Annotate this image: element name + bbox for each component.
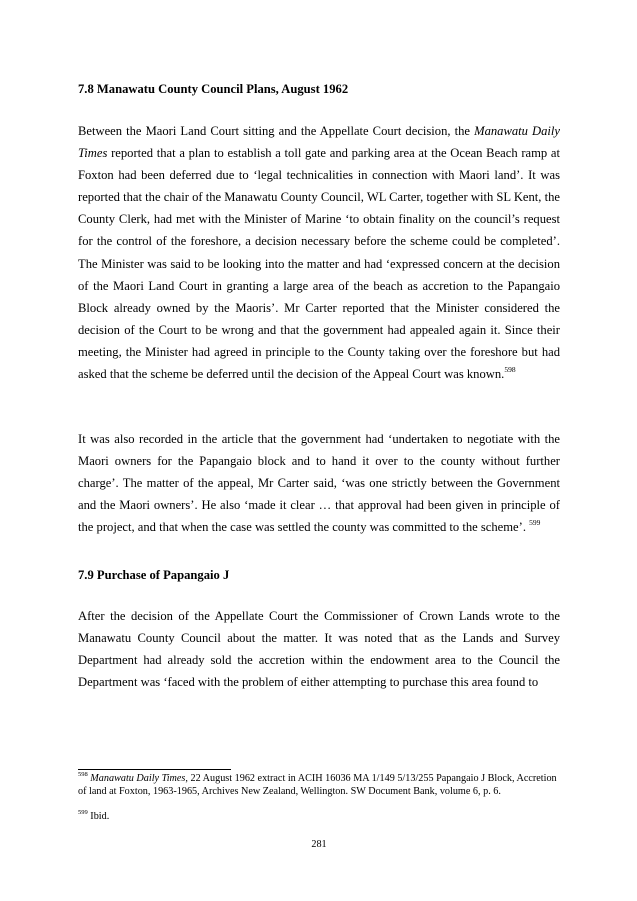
paragraph-3 <box>78 605 560 693</box>
footnote-598-number: 598 <box>78 770 88 778</box>
page-number: 281 <box>311 839 327 850</box>
paragraph-3-text: After the decision of the Appellate Court the Commissioner of Crown Lands wrote to the Manawatu County Council about the matter. It was noted that as the Lands and Survey Department had already sold the accretion within the endowment area to the Council the Department was ‘faced with the problem of either attempting to purchase this area found to <box>78 609 560 690</box>
paragraph-2 <box>78 428 560 538</box>
section-heading-7-8: 7.8 Manawatu County Council Plans, August 1962 <box>78 82 349 96</box>
footnote-divider <box>78 769 231 770</box>
footnote-598 <box>78 770 560 798</box>
footnote-ref-599[interactable]: 599 <box>529 518 541 528</box>
paragraph-1 <box>78 120 560 385</box>
document-page <box>78 0 560 901</box>
footnote-599-number: 599 <box>78 808 88 816</box>
paragraph-1-publication-title: Manawatu Daily Times <box>78 124 560 161</box>
footnote-599-text: Ibid. <box>90 811 110 822</box>
paragraph-2-text: It was also recorded in the article that the government had ‘undertaken to negotiate with the Maori owners for the Papangaio block and to hand it over to the county without further charge’. The matter of the appeal, Mr Carter said, ‘was one strictly between the Government and the Maori owners’. He also ‘made it clear … that approval had been given in principle of the project, and that when the case was settled the county was committed to the scheme’. <box>78 432 560 535</box>
paragraph-1-text-b: reported that a plan to establish a toll gate and parking area at the Ocean Beach ramp at Foxton had been deferred due to ‘legal technicalities in connection with Maori land’. It was reported that the chair of the Manawatu County Council, WL Carter, together with SL Kent, the County Clerk, had met with the Minister of Marine ‘to obtain finality on the council’s request for the control of the foreshore, a decision necessary before the scheme could be completed’. The Minister was said to be looking into the matter and had ‘expressed concern at the decision of the Maori Land Court in granting a large area of the beach as accretion to the Papangaio Block already owned by the Maoris’. Mr Carter reported that the Minister considered the decision of the Court to be wrong and that the government had appealed again it. Since their meeting, the Minister had agreed in principle to the County taking over the foreshore but had asked that the scheme be deferred until the decision of the Appeal Court was known. <box>78 146 560 382</box>
footnote-598-text: , 22 August 1962 extract in ACIH 16036 MA 1/149 5/13/255 Papangaio J Block, Accretion of land at Foxton, 1963-1965, Archives New Zealand, Wellington. SW Document Bank, volume 6, p. 6. <box>78 773 557 797</box>
footnote-599 <box>78 808 560 824</box>
footnote-598-publication: Manawatu Daily Times <box>90 773 186 784</box>
section-heading-7-9: 7.9 Purchase of Papangaio J <box>78 568 230 582</box>
footnote-ref-598[interactable]: 598 <box>504 364 516 374</box>
paragraph-1-text-a: Between the Maori Land Court sitting and the Appellate Court decision, the <box>78 124 475 138</box>
